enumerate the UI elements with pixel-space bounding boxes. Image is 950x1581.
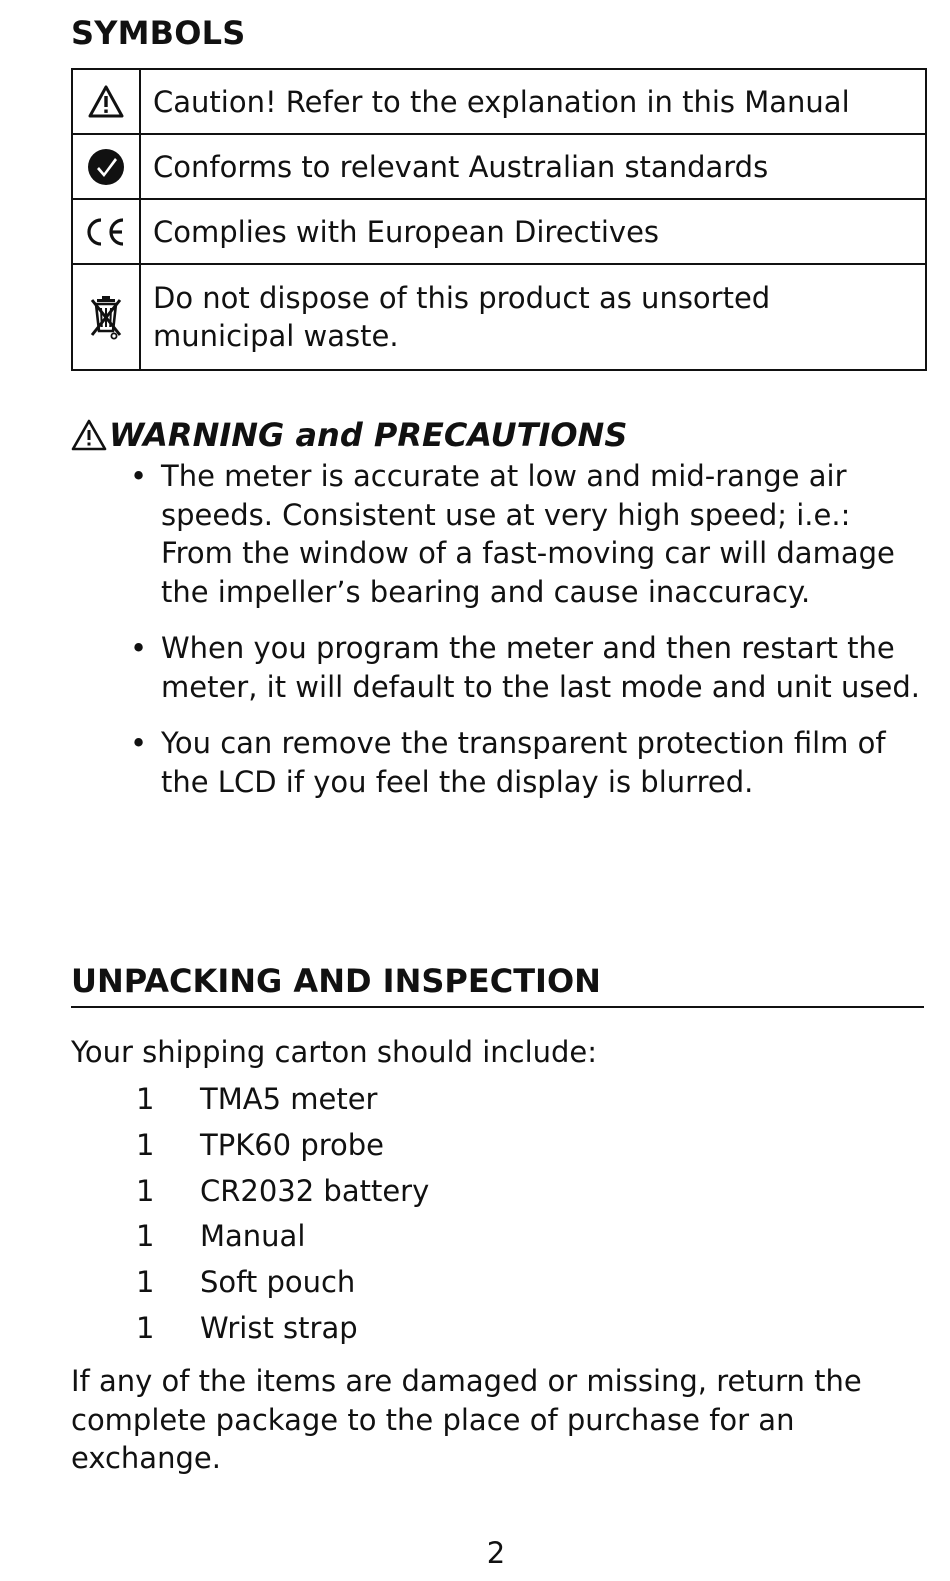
- bullet-icon: •: [130, 631, 148, 665]
- item-quantity: 1: [136, 1310, 155, 1345]
- bullet-icon: •: [130, 459, 148, 493]
- unpacking-closing-note: If any of the items are damaged or missing, return the complete package to the place of purchase for an exchange.: [71, 1364, 862, 1475]
- item-quantity: 1: [136, 1265, 155, 1300]
- item-quantity: 1: [136, 1173, 155, 1208]
- list-item: [136, 1306, 429, 1352]
- list-item: [136, 1169, 429, 1215]
- symbol-icon-cell: [72, 134, 140, 199]
- item-name: CR2032 battery: [200, 1173, 430, 1208]
- symbol-icon-cell: [72, 69, 140, 134]
- item-quantity: 1: [136, 1219, 155, 1254]
- warning-heading: [71, 416, 627, 454]
- symbol-description: Caution! Refer to the explanation in this Manual: [140, 69, 926, 134]
- symbols-row: [72, 199, 926, 264]
- symbol-description: Do not dispose of this product as unsorted municipal waste.: [140, 264, 926, 370]
- symbols-row: [72, 264, 926, 370]
- symbol-description: Conforms to relevant Australian standards: [140, 134, 926, 199]
- symbols-row: [72, 134, 926, 199]
- unpacking-heading: UNPACKING AND INSPECTION: [71, 962, 924, 1008]
- caution-triangle-icon: [71, 419, 107, 451]
- bullet-icon: •: [130, 726, 148, 760]
- warning-bullet-list: [130, 457, 930, 819]
- item-name: Manual: [200, 1219, 306, 1254]
- caution-triangle-icon: [88, 85, 124, 118]
- symbol-icon-cell: [72, 199, 140, 264]
- c-tick-compliance-icon: [87, 148, 125, 186]
- item-quantity: 1: [136, 1082, 155, 1116]
- list-item: • When you program the meter and then restart the meter, it will default to the last mode and unit used.: [130, 631, 920, 704]
- item-quantity: 1: [136, 1127, 155, 1162]
- page-number: 2: [486, 1536, 506, 1570]
- item-name: Wrist strap: [200, 1310, 358, 1345]
- symbols-heading: SYMBOLS: [71, 14, 246, 52]
- item-name: TPK60 probe: [200, 1127, 385, 1162]
- symbols-table: [71, 68, 927, 371]
- ce-mark-icon: [84, 216, 128, 248]
- list-item: [136, 1123, 429, 1169]
- list-item: • You can remove the transparent protection film of the LCD if you feel the display is blurred.: [130, 726, 886, 799]
- list-item: [136, 1214, 429, 1260]
- item-name: TMA5 meter: [200, 1082, 378, 1116]
- item-name: Soft pouch: [200, 1265, 356, 1300]
- list-item: • The meter is accurate at low and mid-range air speeds. Consistent use at very high speed; i.e.: From the window of a fast-moving car will damage the impeller’s bearing and cause inaccuracy.: [130, 459, 895, 609]
- symbol-description: Complies with European Directives: [140, 199, 926, 264]
- symbols-row: [72, 69, 926, 134]
- list-item: [136, 1077, 429, 1123]
- warning-heading-text: WARNING and PRECAUTIONS: [109, 416, 628, 454]
- crossed-bin-weee-icon: [88, 293, 124, 341]
- list-item: [136, 1260, 429, 1306]
- package-contents-list: [136, 1077, 429, 1352]
- unpacking-intro: Your shipping carton should include:: [71, 1035, 598, 1069]
- symbol-icon-cell: [72, 264, 140, 370]
